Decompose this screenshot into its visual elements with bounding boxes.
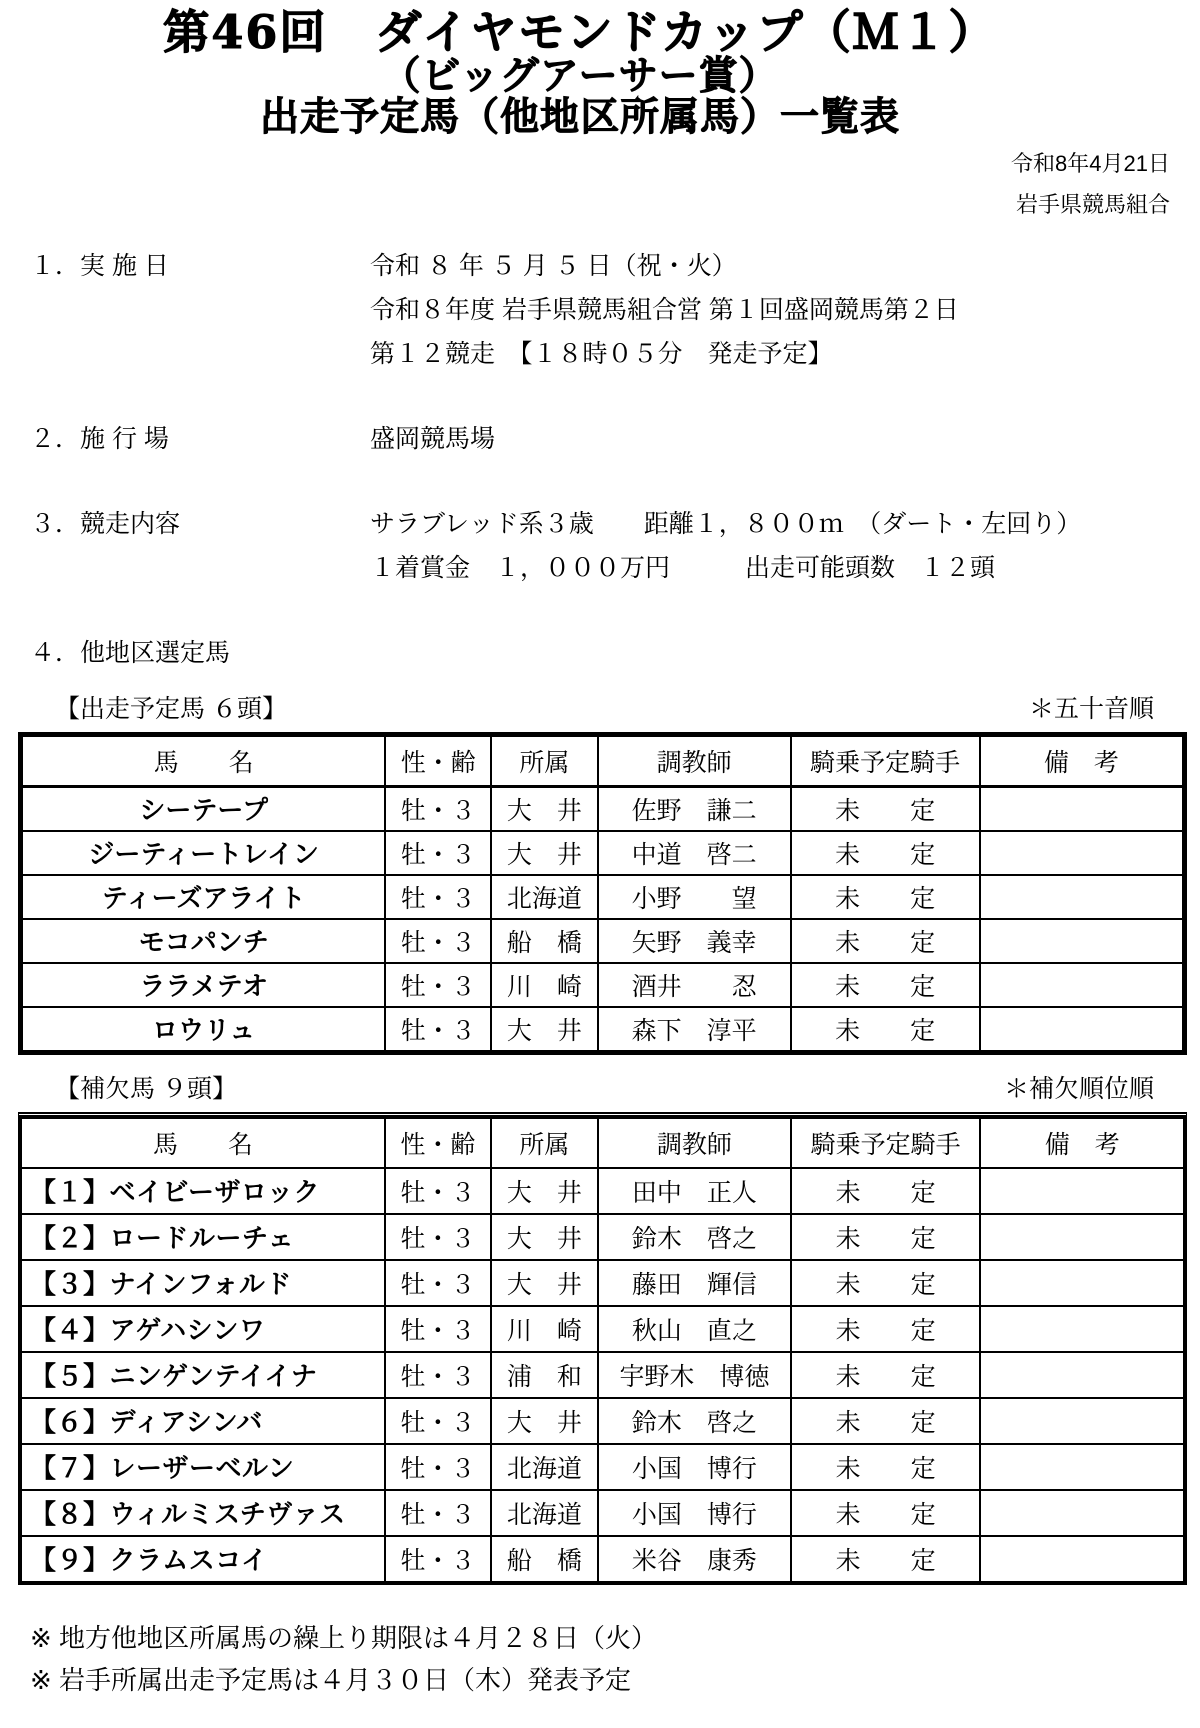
cell-jockey: 未 定	[791, 875, 980, 919]
cell-jockey: 未 定	[791, 1168, 981, 1214]
footnote-deadline: ※ 地方他地区所属馬の繰上り期限は４月２８日（火）	[30, 1622, 658, 1653]
col-header-trainer: 調教師	[598, 1118, 791, 1168]
table-row	[21, 1260, 1184, 1306]
cell-trainer: 鈴木 啓之	[598, 1398, 791, 1444]
cell-remarks	[980, 963, 1183, 1007]
race-title: 第46回 ダイヤモンドカップ（Ｍ１）	[163, 5, 997, 59]
cell-sex-age: 牡・３	[385, 1536, 491, 1582]
cell-sex-age: 牡・３	[385, 919, 491, 963]
info-line: 令和 ８ 年 ５ 月 ５ 日（祝・火）	[370, 251, 737, 280]
cell-jockey: 未 定	[791, 1490, 981, 1536]
info-label-selected-horses	[0, 631, 370, 675]
cell-trainer: 小国 博行	[598, 1444, 791, 1490]
footnote-announcement: ※ 岩手所属出走予定馬は４月３０日（木）発表予定	[30, 1665, 632, 1696]
cell-trainer: 森下 淳平	[598, 1007, 791, 1051]
entry-table-caption-row	[0, 689, 1200, 725]
cell-sex-age: 牡・３	[385, 1398, 491, 1444]
reserve-horse-table	[20, 1117, 1185, 1583]
cell-sex-age: 牡・３	[385, 831, 491, 875]
info-line: サラブレッド系３歳 距離１，８００ｍ （ダート・左回り）	[370, 509, 1082, 538]
cell-jockey: 未 定	[791, 919, 980, 963]
cell-affiliation: 北海道	[491, 875, 598, 919]
cell-jockey: 未 定	[791, 1398, 981, 1444]
col-header-remarks: 備 考	[980, 736, 1183, 787]
race-subtitle: （ビッグアーサー賞）	[381, 53, 779, 100]
cell-horse-name: 【２】ロードルーチェ	[21, 1214, 385, 1260]
cell-affiliation: 川 崎	[491, 963, 598, 1007]
cell-affiliation: 大 井	[491, 1260, 598, 1306]
section-label: 実 施 日	[80, 251, 169, 280]
cell-remarks	[980, 875, 1183, 919]
cell-horse-name: 【３】ナインフォルド	[21, 1260, 385, 1306]
cell-affiliation: 浦 和	[491, 1352, 598, 1398]
cell-sex-age: 牡・３	[385, 1214, 491, 1260]
sheet-title: 出走予定馬（他地区所属馬）一覧表	[259, 94, 900, 141]
info-row-race-conditions	[0, 502, 1200, 590]
info-line: 令和８年度 岩手県競馬組合営 第１回盛岡競馬第２日	[370, 295, 959, 324]
col-header-affiliation: 所属	[491, 736, 598, 787]
info-line: １着賞金 １，０００万円 出走可能頭数 １２頭	[370, 553, 996, 582]
info-value-race-conditions	[370, 502, 1081, 590]
col-header-trainer: 調教師	[598, 736, 791, 787]
cell-affiliation: 大 井	[491, 1007, 598, 1051]
reserve-table-border	[18, 1112, 1187, 1585]
cell-trainer: 田中 正人	[598, 1168, 791, 1214]
cell-remarks	[980, 1214, 1184, 1260]
table-row	[22, 786, 1183, 831]
table-row	[21, 1398, 1184, 1444]
section-number: １．	[30, 251, 81, 280]
entry-horse-table	[21, 735, 1184, 1052]
footnotes	[0, 1617, 1200, 1703]
info-row-venue	[0, 417, 1200, 461]
cell-sex-age: 牡・３	[385, 1352, 491, 1398]
cell-affiliation: 船 橋	[491, 1536, 598, 1582]
reserve-table-caption-row	[0, 1069, 1200, 1105]
cell-remarks	[980, 1260, 1184, 1306]
cell-horse-name: ティーズアライト	[22, 875, 385, 919]
cell-sex-age: 牡・３	[385, 1168, 491, 1214]
cell-affiliation: 川 崎	[491, 1306, 598, 1352]
cell-sex-age: 牡・３	[385, 1490, 491, 1536]
cell-affiliation: 北海道	[491, 1490, 598, 1536]
cell-trainer: 酒井 忍	[598, 963, 791, 1007]
cell-remarks	[980, 1352, 1184, 1398]
cell-jockey: 未 定	[791, 963, 980, 1007]
cell-horse-name: 【４】アゲハシンワ	[21, 1306, 385, 1352]
cell-remarks	[980, 1306, 1184, 1352]
info-label-race-conditions	[0, 502, 370, 546]
cell-sex-age: 牡・３	[385, 1007, 491, 1051]
cell-trainer: 小国 博行	[598, 1490, 791, 1536]
race-info	[0, 244, 1200, 675]
organization-name: 岩手県競馬組合	[1015, 191, 1170, 217]
reserve-table-caption: 【補欠馬 ９頭】	[55, 1074, 237, 1103]
cell-remarks	[980, 1536, 1184, 1582]
info-row-date	[0, 244, 1200, 376]
entry-table-block	[0, 689, 1200, 1055]
section-number: ３．	[30, 509, 81, 538]
cell-trainer: 宇野木 博徳	[598, 1352, 791, 1398]
cell-trainer: 鈴木 啓之	[598, 1214, 791, 1260]
cell-trainer: 中道 啓二	[598, 831, 791, 875]
reserve-table-sort-note: ＊補欠順位順	[1003, 1074, 1154, 1103]
reserve-table-block	[0, 1069, 1200, 1585]
cell-remarks	[980, 1398, 1184, 1444]
cell-affiliation: 大 井	[491, 831, 598, 875]
page-title	[0, 5, 1160, 141]
cell-trainer: 佐野 謙二	[598, 786, 791, 831]
cell-affiliation: 大 井	[491, 1214, 598, 1260]
cell-affiliation: 大 井	[491, 1398, 598, 1444]
info-label-venue	[0, 417, 370, 461]
cell-jockey: 未 定	[791, 1444, 981, 1490]
table-row	[21, 1490, 1184, 1536]
cell-horse-name: 【９】クラムスコイ	[21, 1536, 385, 1582]
cell-jockey: 未 定	[791, 1007, 980, 1051]
col-header-horse-name: 馬 名	[21, 1118, 385, 1168]
section-number: ２．	[30, 424, 81, 453]
cell-sex-age: 牡・３	[385, 786, 491, 831]
section-number: ４．	[30, 638, 81, 667]
cell-remarks	[980, 831, 1183, 875]
cell-horse-name: 【６】ディアシンバ	[21, 1398, 385, 1444]
cell-horse-name: 【１】ベイビーザロック	[21, 1168, 385, 1214]
cell-horse-name: ジーティートレイン	[22, 831, 385, 875]
table-row	[22, 875, 1183, 919]
col-header-remarks: 備 考	[980, 1118, 1184, 1168]
cell-jockey: 未 定	[791, 1352, 981, 1398]
col-header-jockey: 騎乗予定騎手	[791, 1118, 981, 1168]
header-row	[22, 736, 1183, 787]
cell-sex-age: 牡・３	[385, 963, 491, 1007]
info-value-date	[370, 244, 959, 376]
cell-trainer: 秋山 直之	[598, 1306, 791, 1352]
table-row	[21, 1352, 1184, 1398]
section-label: 施 行 場	[80, 424, 169, 453]
table-row	[21, 1214, 1184, 1260]
cell-horse-name: モコパンチ	[22, 919, 385, 963]
entry-table-caption: 【出走予定馬 ６頭】	[55, 694, 287, 723]
entry-table-sort-note: ＊五十音順	[1028, 694, 1154, 723]
cell-horse-name: ララメテオ	[22, 963, 385, 1007]
cell-horse-name: 【７】レーザーベルン	[21, 1444, 385, 1490]
col-header-sex-age: 性・齢	[385, 736, 491, 787]
cell-sex-age: 牡・３	[385, 1260, 491, 1306]
cell-sex-age: 牡・３	[385, 1306, 491, 1352]
cell-horse-name: 【８】ウィルミスチヴァス	[21, 1490, 385, 1536]
cell-jockey: 未 定	[791, 1306, 981, 1352]
cell-affiliation: 大 井	[491, 1168, 598, 1214]
cell-remarks	[980, 919, 1183, 963]
col-header-affiliation: 所属	[491, 1118, 598, 1168]
cell-affiliation: 船 橋	[491, 919, 598, 963]
table-row	[21, 1444, 1184, 1490]
cell-remarks	[980, 786, 1183, 831]
info-line: 第１２競走 【１８時０５分 発走予定】	[370, 339, 833, 368]
cell-jockey: 未 定	[791, 1536, 981, 1582]
cell-remarks	[980, 1007, 1183, 1051]
cell-remarks	[980, 1490, 1184, 1536]
info-value-venue	[370, 417, 495, 461]
cell-jockey: 未 定	[791, 1260, 981, 1306]
info-line: 盛岡競馬場	[370, 424, 496, 453]
section-label: 競走内容	[80, 509, 181, 538]
header-row	[21, 1118, 1184, 1168]
table-row	[22, 1007, 1183, 1051]
table-row	[21, 1306, 1184, 1352]
info-label-date	[0, 244, 370, 288]
col-header-jockey: 騎乗予定騎手	[791, 736, 980, 787]
col-header-horse-name: 馬 名	[22, 736, 385, 787]
table-row	[21, 1536, 1184, 1582]
table-row	[21, 1168, 1184, 1214]
info-row-selected-horses	[0, 631, 1200, 675]
cell-jockey: 未 定	[791, 831, 980, 875]
table-row	[22, 831, 1183, 875]
table-row	[22, 963, 1183, 1007]
section-label: 他地区選定馬	[80, 638, 231, 667]
table-row	[22, 919, 1183, 963]
col-header-sex-age: 性・齢	[385, 1118, 491, 1168]
cell-remarks	[980, 1444, 1184, 1490]
cell-remarks	[980, 1168, 1184, 1214]
cell-trainer: 矢野 義幸	[598, 919, 791, 963]
cell-jockey: 未 定	[791, 1214, 981, 1260]
cell-trainer: 小野 望	[598, 875, 791, 919]
cell-trainer: 米谷 康秀	[598, 1536, 791, 1582]
issue-date: 令和8年4月21日	[1011, 151, 1170, 177]
cell-horse-name: シーテープ	[22, 786, 385, 831]
cell-sex-age: 牡・３	[385, 875, 491, 919]
cell-affiliation: 大 井	[491, 786, 598, 831]
entry-table-border	[18, 732, 1187, 1055]
cell-affiliation: 北海道	[491, 1444, 598, 1490]
cell-jockey: 未 定	[791, 786, 980, 831]
cell-trainer: 藤田 輝信	[598, 1260, 791, 1306]
document-meta	[0, 144, 1200, 225]
cell-horse-name: ロウリュ	[22, 1007, 385, 1051]
cell-sex-age: 牡・３	[385, 1444, 491, 1490]
cell-horse-name: 【５】ニンゲンテイイナ	[21, 1352, 385, 1398]
